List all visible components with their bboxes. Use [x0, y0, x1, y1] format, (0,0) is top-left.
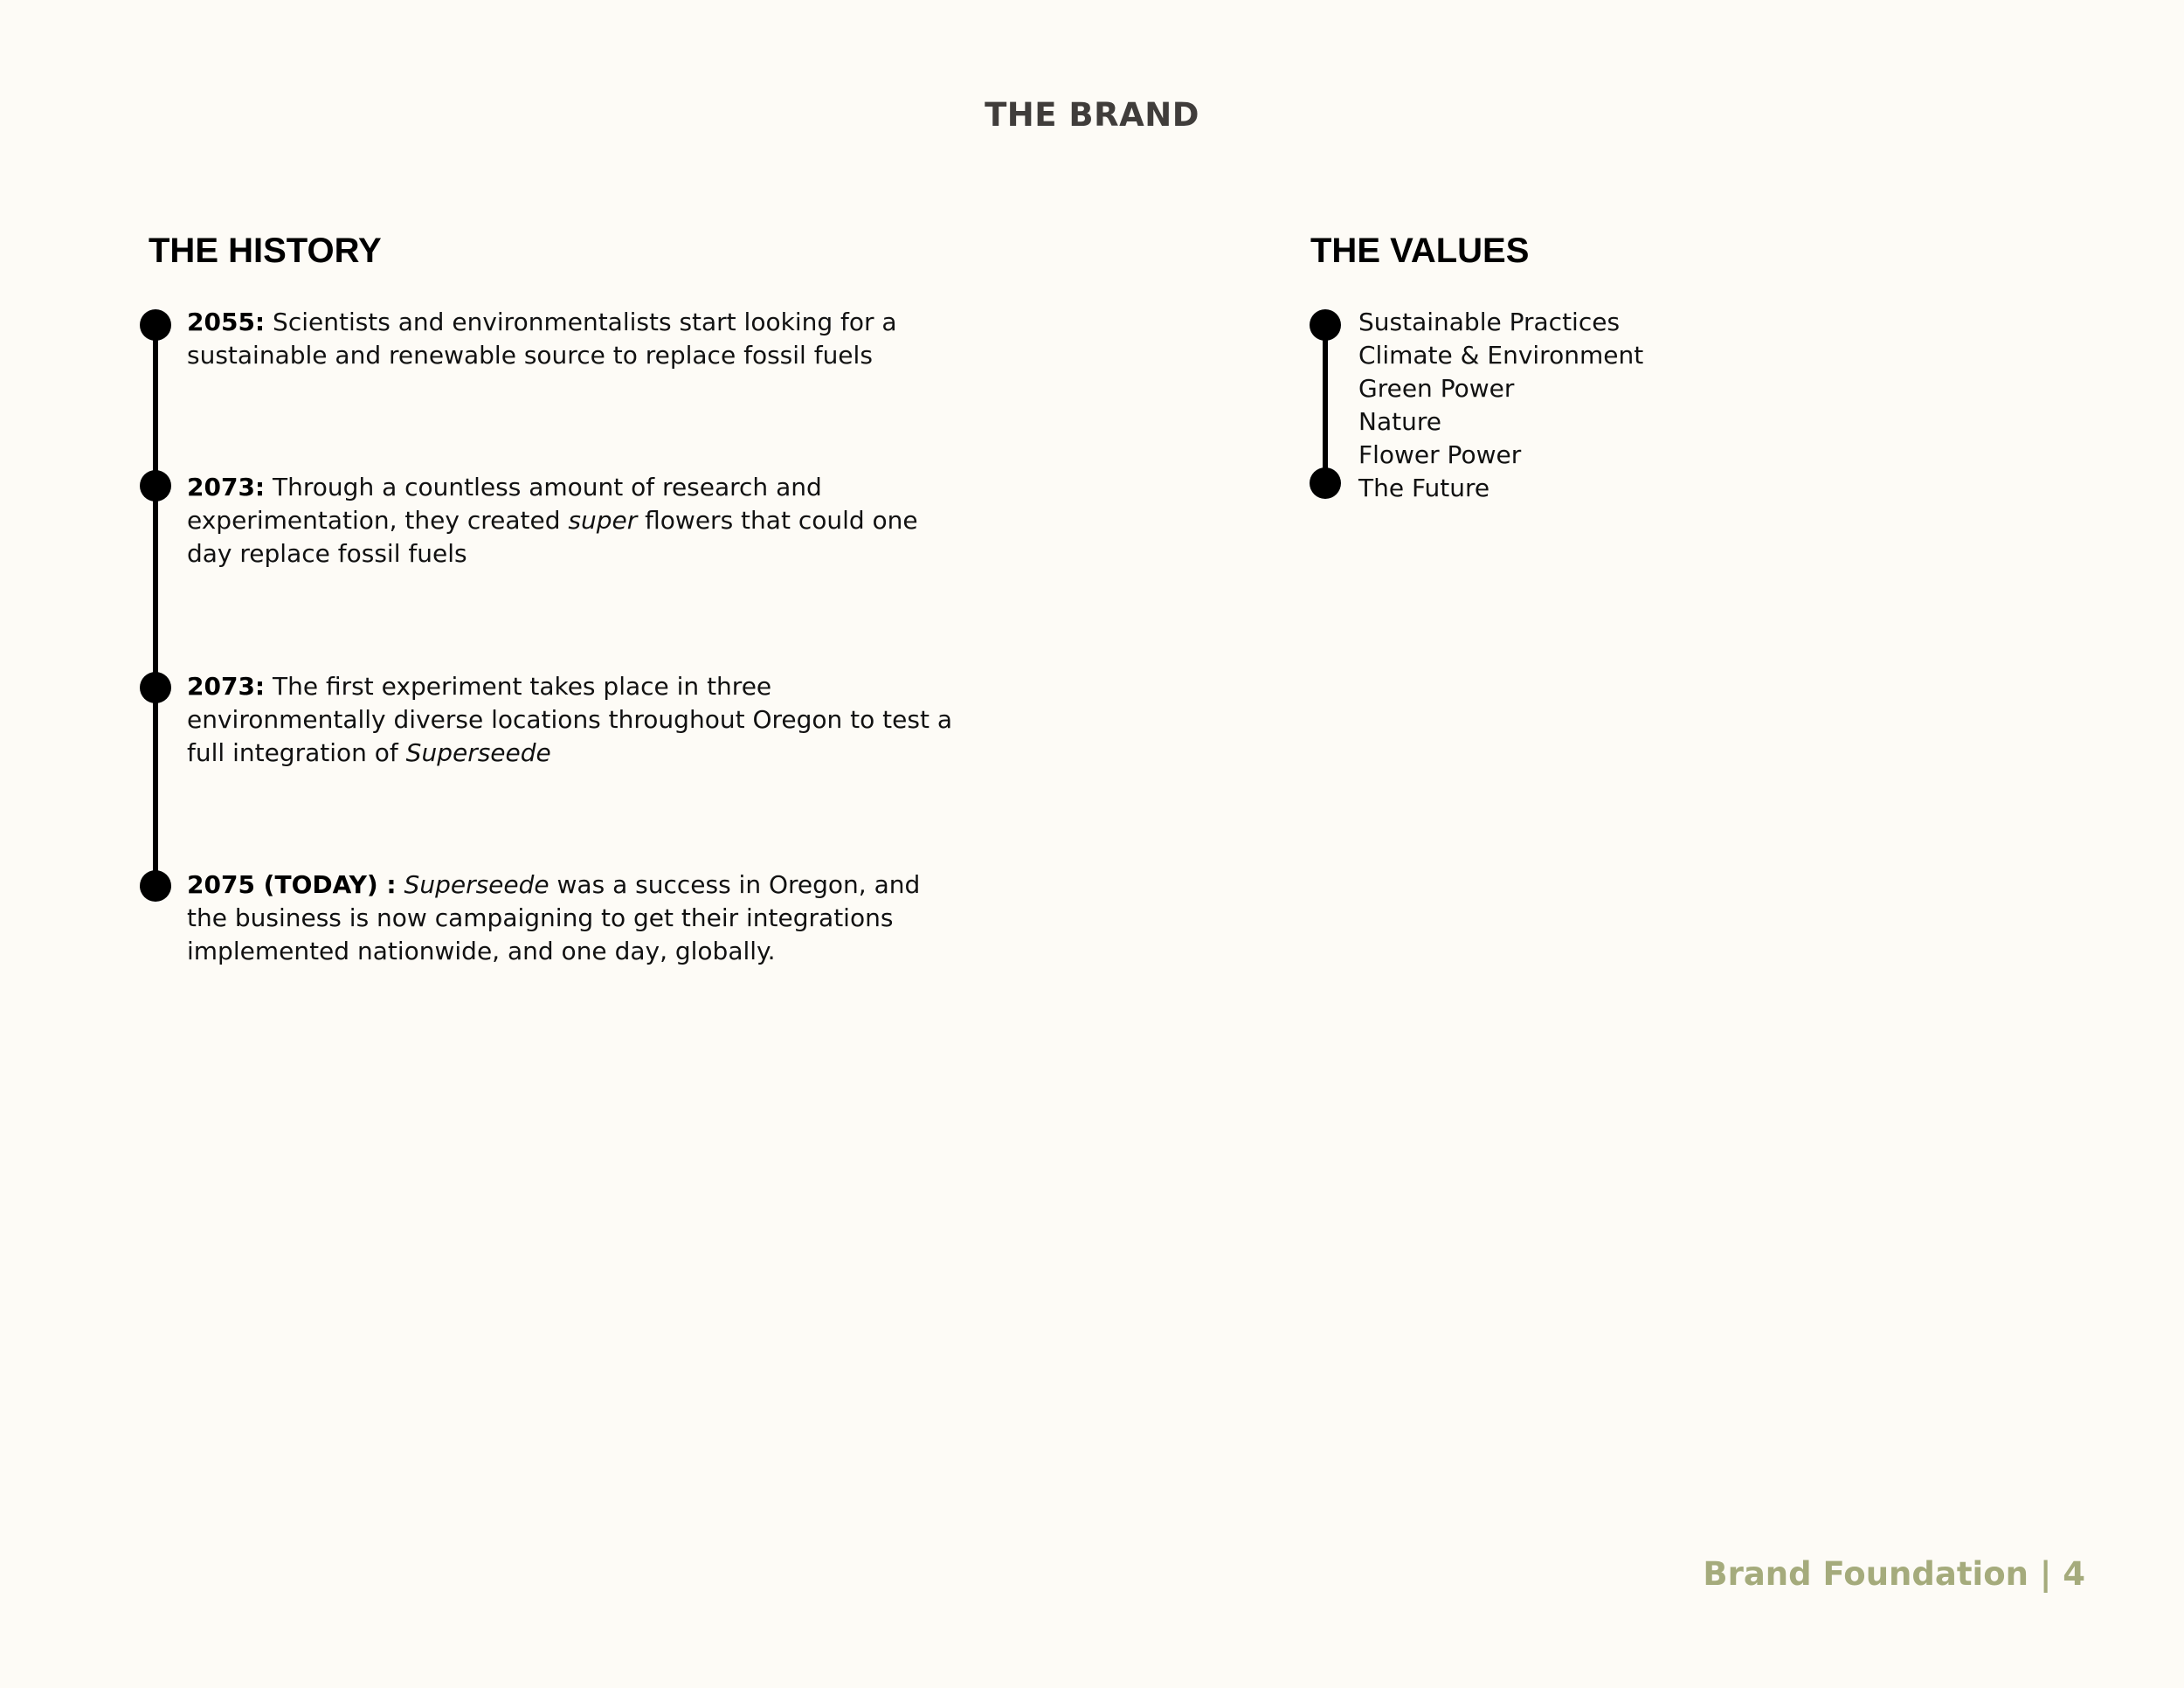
history-entry-text: was a success in Oregon, and the business is now campaigning to get their integrations implemented nationwide, and one day, globally.	[187, 870, 921, 965]
history-entry-year: 2055:	[187, 308, 266, 336]
history-entry	[187, 471, 956, 571]
history-entry-emphasis: Superseede	[404, 870, 549, 899]
values-list	[1358, 306, 1643, 505]
values-item: Climate & Environment	[1358, 341, 1644, 370]
history-timeline-dot	[140, 870, 171, 902]
history-timeline-dot	[140, 309, 171, 341]
page-title: THE BRAND	[985, 96, 1199, 134]
history-entry-year: 2073:	[187, 473, 266, 502]
values-timeline-dot	[1310, 309, 1341, 341]
history-timeline-line	[153, 325, 158, 886]
history-entry-emphasis: Superseede	[405, 738, 551, 767]
values-heading: THE VALUES	[1310, 232, 1530, 270]
history-entry-text: The first experiment takes place in three environmentally diverse locations throughout Oregon to test a full integration of	[187, 672, 952, 767]
history-timeline-dot	[140, 470, 171, 502]
values-item: Sustainable Practices	[1358, 308, 1621, 336]
values-item: Green Power	[1358, 374, 1515, 403]
values-timeline-line	[1323, 325, 1328, 482]
history-entry	[187, 306, 956, 372]
history-heading: THE HISTORY	[149, 232, 382, 270]
values-item: Nature	[1358, 407, 1441, 436]
history-entry-text	[397, 870, 404, 899]
history-entry-text: flowers that could one day replace fossil fuels	[187, 506, 918, 568]
values-item: Flower Power	[1358, 440, 1522, 469]
history-entry	[187, 670, 956, 770]
values-timeline-dot	[1310, 467, 1341, 499]
history-entry	[187, 868, 956, 968]
values-item: The Future	[1358, 474, 1490, 502]
footer-page-label: Brand Foundation | 4	[1703, 1555, 2085, 1593]
history-entry-year: 2073:	[187, 672, 266, 701]
history-entry-emphasis: super	[568, 506, 638, 535]
history-entry-year: 2075 (TODAY) :	[187, 870, 397, 899]
history-entry-text: Scientists and environmentalists start looking for a sustainable and renewable source to replace fossil fuels	[187, 308, 897, 370]
history-entry-text: Through a countless amount of research and experimentation, they created	[187, 473, 822, 535]
history-timeline-dot	[140, 672, 171, 703]
